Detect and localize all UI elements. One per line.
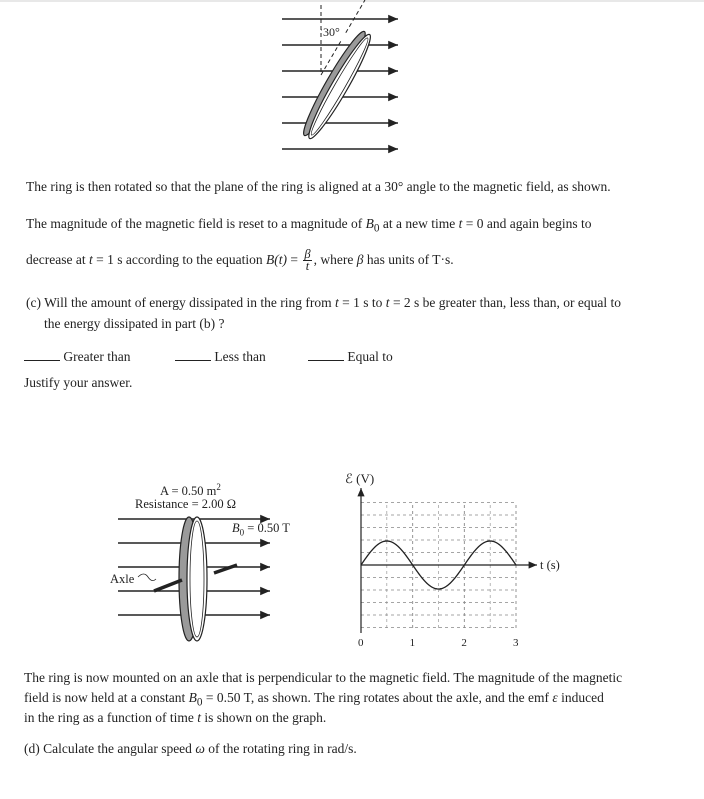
paragraph-ring-rotated: The ring is then rotated so that the plane of the ring is aligned at a 30° angle to the magnetic field, as shown. [26, 179, 611, 194]
axle-pointer [138, 574, 156, 581]
axle-rod-right [214, 565, 237, 573]
emf-graph [340, 485, 540, 655]
question-c-line2: the energy dissipated in part (b) ? [44, 316, 225, 331]
area-label: A = 0.50 $m^2$ [160, 482, 221, 499]
angle-label: 30° [323, 25, 340, 39]
x-tick-label: 2 [461, 637, 467, 649]
beta-over-t-fraction: $\frac{\beta}{t}$ [304, 247, 311, 274]
answer-blank-equal[interactable] [308, 360, 344, 361]
paragraph-field-reset: The magnitude of the magnetic field is reset to a magnitude of $B_0$ at a new time t = 0 and again begins to [26, 216, 592, 235]
paragraph-field-equation: decrease at t = 1 s according to the equation B(t) = $\frac{\beta}{t}$ , where β has units of T·s. [26, 247, 454, 274]
axle-label: Axle [110, 572, 135, 586]
answer-blank-less[interactable] [175, 360, 211, 361]
paragraph-axle-line1: The ring is now mounted on an axle that is perpendicular to the magnetic field. The magnitude of the magnetic [24, 670, 623, 685]
option-less-than[interactable]: Less than [175, 348, 266, 366]
x-tick-label: 1 [409, 637, 416, 649]
resistance-label: Resistance = 2.00 Ω [135, 497, 237, 511]
paragraph-axle-line3: in the ring as a function of time t is shown on the graph. [24, 710, 327, 725]
axle-ring [179, 517, 207, 641]
axle-ring-figure [110, 505, 290, 655]
option-greater-than[interactable]: Greater than [24, 348, 130, 366]
justify-prompt: Justify your answer. [24, 375, 133, 390]
paragraph-axle-line2: field is now held at a constant $B_0 = 0.50$ T, as shown. The ring rotates about the axle, and the emf ε induced [24, 690, 604, 709]
tilted-ring-figure [270, 0, 420, 160]
emf-axis-label: ℰ (V) [345, 471, 375, 486]
question-c: (c) Will the amount of energy dissipated in the ring from t = 1 s to t = 2 s be greater than, less than, or equal to [26, 295, 621, 310]
time-axis-label: t (s) [540, 558, 560, 572]
axle-rod-left [154, 580, 182, 591]
grid [361, 503, 516, 631]
x-tick-label: 0 [358, 637, 364, 649]
option-equal-to[interactable]: Equal to [308, 348, 393, 366]
field-strength-label: $B_0 = 0.50$ T [232, 521, 290, 538]
question-d: (d) Calculate the angular speed ω of the rotating ring in rad/s. [24, 741, 357, 756]
answer-blank-greater[interactable] [24, 360, 60, 361]
x-tick-label: 3 [513, 637, 519, 649]
